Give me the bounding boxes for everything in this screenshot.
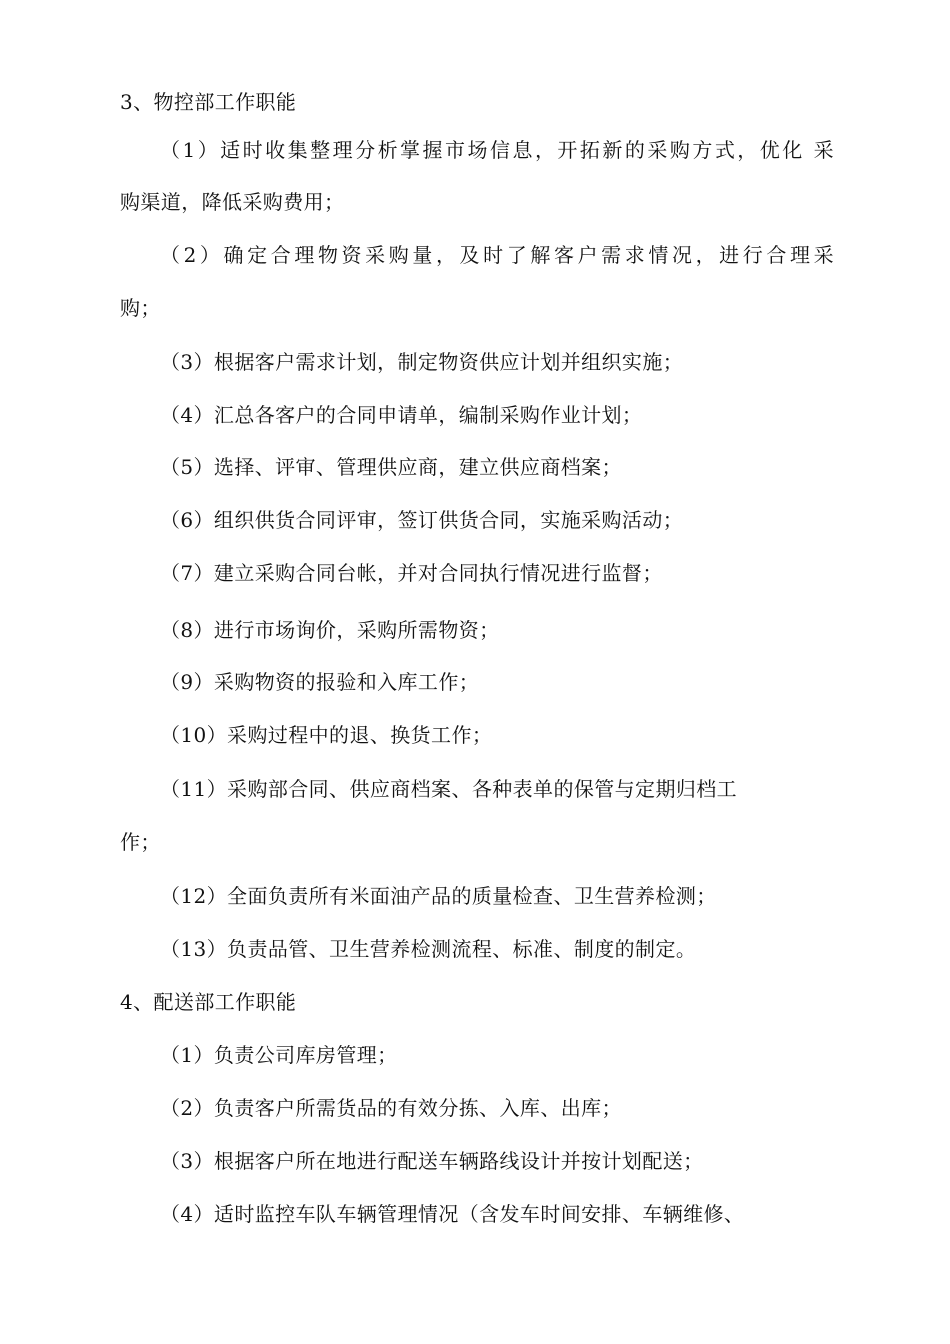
list-item: （4）适时监控车队车辆管理情况（含发车时间安排、车辆维修、 xyxy=(160,1202,745,1226)
list-item: （5）选择、评审、管理供应商，建立供应商档案； xyxy=(160,455,622,479)
list-item: （2）负责客户所需货品的有效分拣、入库、出库； xyxy=(160,1096,622,1120)
section-heading: 3、物控部工作职能 xyxy=(120,90,297,114)
list-item: （10）采购过程中的退、换货工作； xyxy=(160,723,493,747)
list-item: （1）适时收集整理分析掌握市场信息，开拓新的采购方式，优化 采 xyxy=(160,138,834,162)
list-item-continuation: 购渠道，降低采购费用； xyxy=(120,190,345,214)
list-item: （7）建立采购合同台帐，并对合同执行情况进行监督； xyxy=(160,561,663,585)
section-heading: 4、配送部工作职能 xyxy=(120,990,297,1014)
list-item: （8）进行市场询价，采购所需物资； xyxy=(160,618,500,642)
list-item: （6）组织供货合同评审，签订供货合同，实施采购活动； xyxy=(160,508,684,532)
list-item: （9）采购物资的报验和入库工作； xyxy=(160,670,480,694)
list-item: （2）确定合理物资采购量，及时了解客户需求情况，进行合理采 xyxy=(160,243,834,267)
list-item: （12）全面负责所有米面油产品的质量检查、卫生营养检测； xyxy=(160,884,717,908)
list-item: （3）根据客户所在地进行配送车辆路线设计并按计划配送； xyxy=(160,1149,704,1173)
list-item-continuation: 购； xyxy=(120,296,161,320)
list-item: （4）汇总各客户的合同申请单，编制采购作业计划； xyxy=(160,403,643,427)
list-item: （3）根据客户需求计划，制定物资供应计划并组织实施； xyxy=(160,350,684,374)
list-item: （11）采购部合同、供应商档案、各种表单的保管与定期归档工 xyxy=(160,777,738,801)
list-item-continuation: 作； xyxy=(120,830,161,854)
list-item: （1）负责公司库房管理； xyxy=(160,1043,398,1067)
list-item: （13）负责品管、卫生营养检测流程、标准、制度的制定。 xyxy=(160,937,697,961)
